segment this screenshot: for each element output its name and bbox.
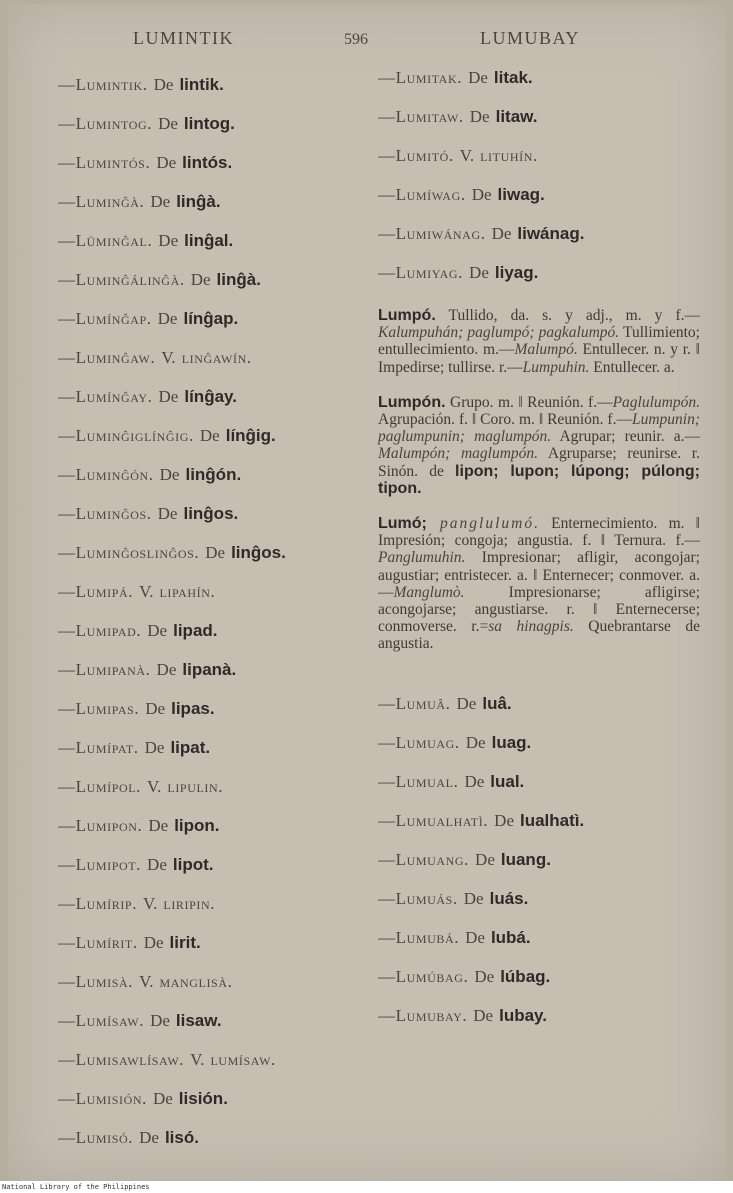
entry-ref: De: [156, 153, 177, 172]
entry-ref: De: [148, 816, 169, 835]
entry-term: —Lumitó.: [378, 146, 454, 165]
entry-ref: De: [469, 263, 489, 282]
entry-target: línĝay.: [184, 387, 237, 406]
entry-term: —Lumipot.: [58, 855, 142, 874]
definition-italic: Lumpunin; paglumpunin; maglumpón.: [378, 411, 700, 446]
entry-target: litaw.: [495, 107, 538, 126]
entry-target: lipanà.: [182, 660, 237, 679]
entry-ref: De: [468, 68, 488, 87]
entry-ref: De: [473, 1005, 494, 1025]
entry-term: —Lumintós.: [58, 153, 151, 172]
entry: [378, 262, 700, 301]
entry-target: linĝos.: [231, 543, 286, 562]
entry-term: —Lumipon.: [58, 816, 143, 835]
entry-ref: De: [145, 699, 166, 718]
entry-target: liripin.: [163, 894, 216, 913]
entry-target: linĝawín.: [181, 348, 252, 367]
entry-ref: De: [475, 849, 495, 869]
entry: [378, 67, 700, 106]
entry: [58, 1088, 358, 1127]
entry-term: —Lumisawlísaw.: [58, 1050, 185, 1069]
definition-italic: panglulumó.: [426, 515, 540, 533]
entry-ref: De: [157, 309, 178, 328]
entry-ref: De: [190, 270, 211, 289]
page-number: 596: [344, 31, 368, 48]
definition-text: Impresionarse; afligirse; acongojarse; angustiarse. r. ‖ Enternecerse; conmoverse. r.=: [378, 583, 700, 636]
entry-term: —Lumual.: [378, 771, 459, 791]
entry: [58, 659, 358, 698]
entry: [58, 620, 358, 659]
entry-term: —Lumipá.: [58, 582, 134, 601]
entry: [58, 152, 358, 191]
definition-text: Tullido, da. s. y adj., m. y f.—: [435, 307, 700, 324]
entry-ref: V.: [190, 1050, 205, 1069]
entry-ref: De: [491, 224, 512, 243]
entry-ref: De: [152, 1089, 173, 1108]
entry: [58, 425, 358, 464]
entry-term: —Lumírip.: [58, 894, 138, 913]
entry-term: —Lumintog.: [58, 114, 153, 133]
entry-term: —Luminĝà.: [58, 192, 145, 211]
entry-ref: De: [157, 504, 178, 523]
entry: [378, 145, 700, 184]
entry-ref: De: [464, 771, 485, 791]
entry-term: —Lumísaw.: [58, 1011, 145, 1030]
entry-target: lipot.: [172, 855, 214, 874]
entry-term: —Lumuás.: [378, 888, 458, 908]
entry-term: —Lumuang.: [378, 849, 470, 869]
entry-ref: De: [205, 543, 226, 562]
entry: [378, 693, 700, 732]
definition-text: Grupo. m. ‖ Reunión. f.—: [445, 393, 613, 411]
entry: [378, 106, 700, 145]
synonym-list: lipon; lupon; lúpong; púlong; tipon.: [378, 462, 700, 497]
entry-term: —Lumitaw.: [378, 107, 464, 126]
entry: [378, 888, 700, 927]
entry-term: —Lüminĝal.: [58, 231, 153, 250]
entry-ref: De: [199, 426, 220, 445]
definition-lumo: [378, 515, 700, 653]
entry-term: —Lumírit.: [58, 933, 138, 952]
entry: [58, 971, 358, 1010]
entry-ref: De: [150, 1011, 170, 1030]
entry-ref: De: [147, 621, 168, 640]
definition-lumpo: [378, 307, 700, 376]
entry: [58, 1049, 358, 1088]
entry-target: lintós.: [182, 153, 233, 172]
definition-italic: Lumpuhin.: [522, 358, 590, 376]
definition-italic: Manglumò.: [393, 583, 465, 601]
entry-term: —Lumuag.: [378, 732, 460, 752]
entry-term: —Lumipad.: [58, 621, 142, 640]
entry-ref: De: [474, 966, 495, 986]
entry-target: lipulin.: [167, 777, 224, 796]
entry: [58, 464, 358, 503]
entry: [378, 927, 700, 966]
library-footer: National Library of the Philippines: [0, 1181, 733, 1193]
entry-term: —Lumisà.: [58, 972, 134, 991]
entry-term: —Lumipanà.: [58, 660, 151, 679]
definition-text: Tullimiento; entullecimiento. m.—: [378, 324, 700, 359]
entry-target: lipad.: [173, 621, 218, 640]
entry: [58, 386, 358, 425]
entry-term: —Lumubay.: [378, 1005, 468, 1025]
entry-term: —Lumíwag.: [378, 185, 466, 204]
entry-target: lisión.: [178, 1089, 228, 1108]
entry-term: —Luminĝos.: [58, 504, 152, 523]
entry-term: —Luminĝoslinĝos.: [58, 543, 200, 562]
entry: [378, 771, 700, 810]
entry: [58, 893, 358, 932]
entry: [58, 932, 358, 971]
entry-ref: V.: [161, 348, 176, 367]
entry-target: luâ.: [482, 693, 512, 713]
definition-text: Entullecer. a.: [589, 358, 675, 376]
entry-ref: De: [159, 465, 180, 484]
entry-target: lipat.: [170, 738, 211, 757]
entry: [58, 1010, 358, 1049]
entry-term: —Luminĝón.: [58, 465, 154, 484]
entry-term: —Lumiyag.: [378, 263, 464, 282]
entry-ref: De: [158, 114, 178, 133]
entry-target: línĝap.: [183, 309, 239, 328]
entry-term: —Lumuâ.: [378, 693, 451, 713]
entry-target: linĝón.: [185, 465, 242, 484]
entry: [58, 347, 358, 386]
headword: Lumpón.: [378, 393, 446, 411]
entry-term: —Lumiwánag.: [378, 224, 486, 243]
entry: [378, 223, 700, 262]
entry-ref: De: [147, 855, 167, 874]
entry-target: luag.: [491, 732, 532, 752]
entry-target: linĝà.: [216, 270, 261, 289]
entry-target: lúbag.: [500, 966, 551, 986]
entry-ref: V.: [139, 972, 154, 991]
entry: [58, 815, 358, 854]
entry: [58, 230, 358, 269]
definition-italic: Malumpó.: [514, 341, 578, 359]
definition-text: Quebrantarse de angustia.: [378, 618, 700, 653]
entry: [378, 849, 700, 888]
entry-term: —Lumínĝay.: [58, 387, 153, 406]
entry: [58, 308, 358, 347]
entry-term: —Lumubá.: [378, 927, 460, 947]
entry-term: —Lumisó.: [58, 1128, 134, 1147]
entry: [58, 113, 358, 152]
entry-ref: De: [158, 387, 179, 406]
entry-term: —Lumitak.: [378, 68, 463, 87]
entry-ref: De: [156, 660, 177, 679]
headword: Lumpó.: [378, 307, 436, 324]
entry-ref: De: [150, 192, 171, 211]
entry: [378, 184, 700, 223]
left-column: [58, 74, 358, 1166]
right-column: [378, 67, 700, 1044]
entry-target: lipas.: [171, 699, 215, 718]
headword: Lumó;: [378, 515, 427, 533]
definition-text: Agrupación. f. ‖ Coro. m. ‖ Reunión. f.—: [378, 411, 632, 429]
entry-term: —Lumínĝap.: [58, 309, 152, 328]
definition-text: Enternecimiento. m. ‖ Impresión; congoja; angustia. f. ‖ Ternura. f.—: [378, 515, 701, 550]
definition-italic: Malumpón; maglumpón.: [378, 445, 539, 463]
entry-ref: De: [153, 75, 174, 94]
entry-term: —Lumisión.: [58, 1089, 147, 1108]
entry-term: —Lumipas.: [58, 699, 140, 718]
entry: [378, 732, 700, 771]
entry-ref: V.: [459, 146, 475, 165]
entry-target: lubá.: [490, 927, 531, 947]
right-bottom-entries: [378, 693, 700, 1044]
entry-target: liyag.: [494, 263, 539, 282]
entry: [58, 503, 358, 542]
entry-target: lumísaw.: [210, 1050, 276, 1069]
entry-target: linĝà.: [176, 192, 221, 211]
definition-text: Agruparse; reunirse. r. Sinón. de: [378, 445, 700, 480]
definition-text: Agrupar; reunir. a.—: [551, 428, 700, 446]
entry-ref: De: [463, 888, 484, 908]
entry: [58, 776, 358, 815]
entry-term: —Lumípat.: [58, 738, 139, 757]
entry-ref: De: [139, 1128, 159, 1147]
entry-target: lubay.: [499, 1005, 547, 1025]
entry: [58, 1127, 358, 1166]
entry: [58, 269, 358, 308]
entry: [58, 581, 358, 620]
entry-term: —Lumintik.: [58, 75, 148, 94]
entry-target: lisaw.: [175, 1011, 222, 1030]
entry-ref: De: [469, 107, 490, 126]
entry: [58, 698, 358, 737]
entry: [58, 737, 358, 776]
entry-target: lipahín.: [159, 582, 216, 601]
entry-term: —Lumualhatì.: [378, 810, 489, 830]
entry-target: luás.: [489, 888, 529, 908]
entry-target: lual.: [490, 771, 525, 791]
definition-italic: Paglulumpón.: [612, 393, 700, 411]
entry-ref: De: [465, 927, 485, 947]
entry: [378, 966, 700, 1005]
entry-target: lintik.: [179, 75, 224, 94]
entry-ref: De: [158, 231, 179, 250]
entry: [58, 74, 358, 113]
entry-target: manglisà.: [159, 972, 233, 991]
entry-target: liwag.: [497, 185, 545, 204]
definition-text: Entullecer. n. y r. ‖ Impedirse; tullirse. r.—: [378, 341, 700, 376]
entry-target: linĝos.: [183, 504, 239, 523]
entry: [58, 191, 358, 230]
definition-italic: sa hinagpis.: [488, 618, 574, 636]
definition-lumpon: [378, 394, 700, 497]
entry-ref: De: [471, 185, 492, 204]
entry-target: lintog.: [183, 114, 235, 133]
entry-target: lituhín.: [480, 146, 538, 165]
entry-ref: V.: [143, 894, 158, 913]
entry-target: lisó.: [164, 1128, 199, 1147]
entry-term: —Luminĝálinĝà.: [58, 270, 185, 289]
entry: [378, 1005, 700, 1044]
entry-target: liwánag.: [517, 224, 585, 243]
entry-ref: V.: [147, 777, 162, 796]
entry-target: lirit.: [169, 933, 201, 952]
definition-text: Impresionar; afligir, acongojar; augustiar; entristecer. a. ‖ Enternecer; conmover. a.—: [378, 549, 700, 601]
entry-target: litak.: [493, 68, 533, 87]
running-head-left: LUMINTIK: [133, 28, 234, 48]
entry: [58, 854, 358, 893]
entry-ref: V.: [139, 582, 154, 601]
definition-italic: Panglumuhin.: [378, 549, 466, 567]
entry-ref: De: [465, 732, 486, 752]
entry-ref: De: [144, 738, 165, 757]
entry-term: —Lumípol.: [58, 777, 142, 796]
entry-target: línĝig.: [225, 426, 276, 445]
entry-term: —Lumúbag.: [378, 966, 469, 986]
entry-target: luang.: [500, 849, 551, 869]
entry-target: lualhatì.: [520, 810, 585, 830]
entry-target: lipon.: [174, 816, 220, 835]
entry: [58, 542, 358, 581]
entry-ref: De: [456, 693, 477, 713]
entry-ref: De: [143, 933, 164, 952]
entry-term: —Luminĝiglínĝig.: [58, 426, 194, 445]
entry: [378, 810, 700, 849]
entry-ref: De: [494, 810, 514, 830]
entry-target: linĝal.: [184, 231, 234, 250]
definition-italic: Kalumpuhán; paglumpó; pagkalumpó.: [378, 324, 620, 342]
running-head-right: LUMUBAY: [480, 28, 580, 48]
entry-term: —Luminĝaw.: [58, 348, 156, 367]
